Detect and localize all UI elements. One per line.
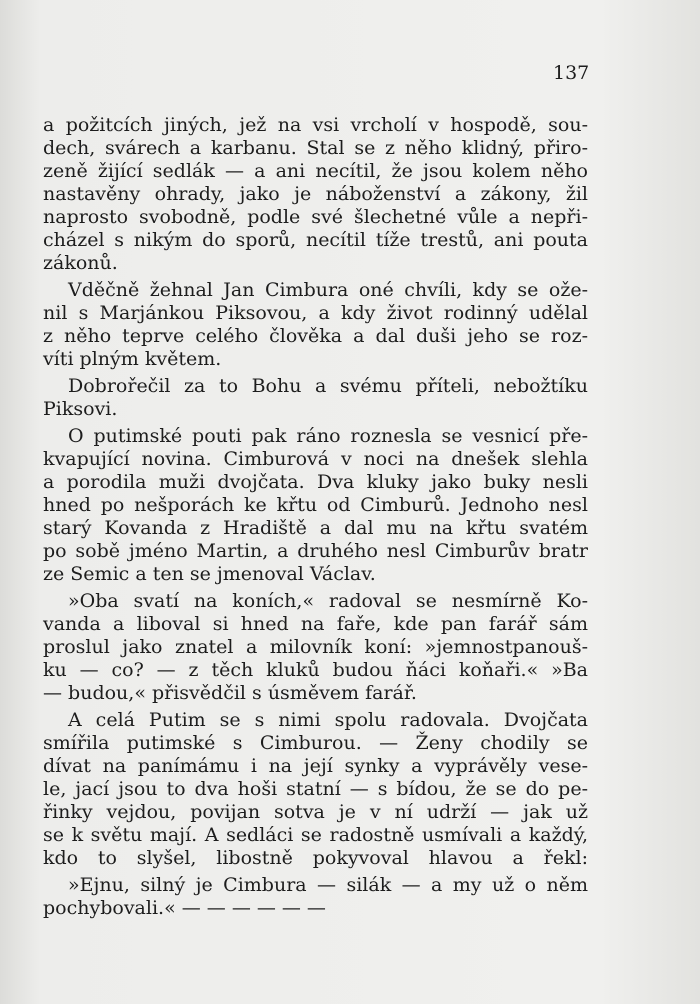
text-line: dech, svárech a karbanu. Stal se z něho klidný, přiro- bbox=[43, 137, 588, 159]
text-line: kvapující novina. Cimburová v noci na dnešek slehla bbox=[43, 448, 588, 470]
text-line: se k světu mají. A sedláci se radostně usmívali a každý, bbox=[43, 824, 588, 846]
text-line: naprosto svobodně, podle své šlechetné vůle a nepři- bbox=[43, 206, 588, 228]
text-line: z něho teprve celého člověka a dal duši jeho se roz- bbox=[43, 325, 588, 347]
paragraph bbox=[43, 590, 588, 705]
text-line: Vděčně žehnal Jan Cimbura oné chvíli, kdy se ože- bbox=[68, 279, 588, 301]
paragraph bbox=[43, 425, 588, 586]
page-number: 137 bbox=[553, 62, 590, 84]
paragraph bbox=[43, 375, 588, 421]
text-line: ze Semic a ten se jmenoval Václav. bbox=[43, 563, 376, 585]
text-line: po sobě jméno Martin, a druhého nesl Cimburův bratr bbox=[43, 540, 588, 562]
paragraph bbox=[43, 874, 588, 920]
text-line: kdo to slyšel, libostně pokyvoval hlavou a řekl: bbox=[43, 847, 588, 869]
text-line: a požitcích jiných, jež na vsi vrcholí v hospodě, sou- bbox=[43, 114, 588, 136]
text-line: a porodila muži dvojčata. Dva kluky jako buky nesli bbox=[43, 471, 588, 493]
text-line: — budou,« přisvědčil s úsměvem farář. bbox=[43, 682, 417, 704]
paragraph bbox=[43, 279, 588, 371]
text-line: nil s Marjánkou Piksovou, a kdy život rodinný udělal bbox=[43, 302, 588, 324]
text-line: hned po nešporách ke křtu od Cimburů. Jednoho nesl bbox=[43, 494, 588, 516]
text-line: pochybovali.« — — — — — — bbox=[43, 897, 326, 919]
text-line: »Oba svatí na koních,« radoval se nesmírně Ko- bbox=[68, 590, 588, 612]
text-line: cházel s nikým do sporů, necítil tíže trestů, ani pouta bbox=[43, 229, 588, 251]
text-line: le, jací jsou to dva hoši statní — s bídou, že se do pe- bbox=[43, 778, 588, 800]
text-line: řinky vejdou, povijan sotva je v ní udrží — jak už bbox=[43, 801, 588, 823]
body-text bbox=[43, 114, 588, 920]
text-line: »Ejnu, silný je Cimbura — silák — a my už o něm bbox=[68, 874, 588, 896]
text-line: smířila putimské s Cimburou. — Ženy chodily se bbox=[43, 732, 588, 754]
text-line: zákonů. bbox=[43, 252, 118, 274]
text-line: nastavěny ohrady, jako je náboženství a zákony, žil bbox=[43, 183, 588, 205]
text-line: dívat na panímámu i na její synky a vyprávěly vese- bbox=[43, 755, 588, 777]
text-line: Dobrořečil za to Bohu a svému příteli, nebožtíku bbox=[68, 375, 588, 397]
text-line: víti plným květem. bbox=[43, 348, 222, 370]
text-line: vanda a liboval si hned na faře, kde pan farář sám bbox=[43, 613, 588, 635]
paragraph bbox=[43, 709, 588, 870]
text-line: proslul jako znatel a milovník koní: »jemnostpanouš- bbox=[43, 636, 588, 658]
text-line: ku — co? — z těch kluků budou ňáci koňaři.« »Ba bbox=[43, 659, 588, 681]
text-line: A celá Putim se s nimi spolu radovala. Dvojčata bbox=[68, 709, 588, 731]
text-line: starý Kovanda z Hradiště a dal mu na křtu svatém bbox=[43, 517, 588, 539]
paragraph bbox=[43, 114, 588, 275]
text-line: zeně žijící sedlák — a ani necítil, že jsou kolem něho bbox=[43, 160, 588, 182]
text-line: Piksovi. bbox=[43, 398, 118, 420]
text-line: O putimské pouti pak ráno roznesla se vesnicí pře- bbox=[68, 425, 588, 447]
